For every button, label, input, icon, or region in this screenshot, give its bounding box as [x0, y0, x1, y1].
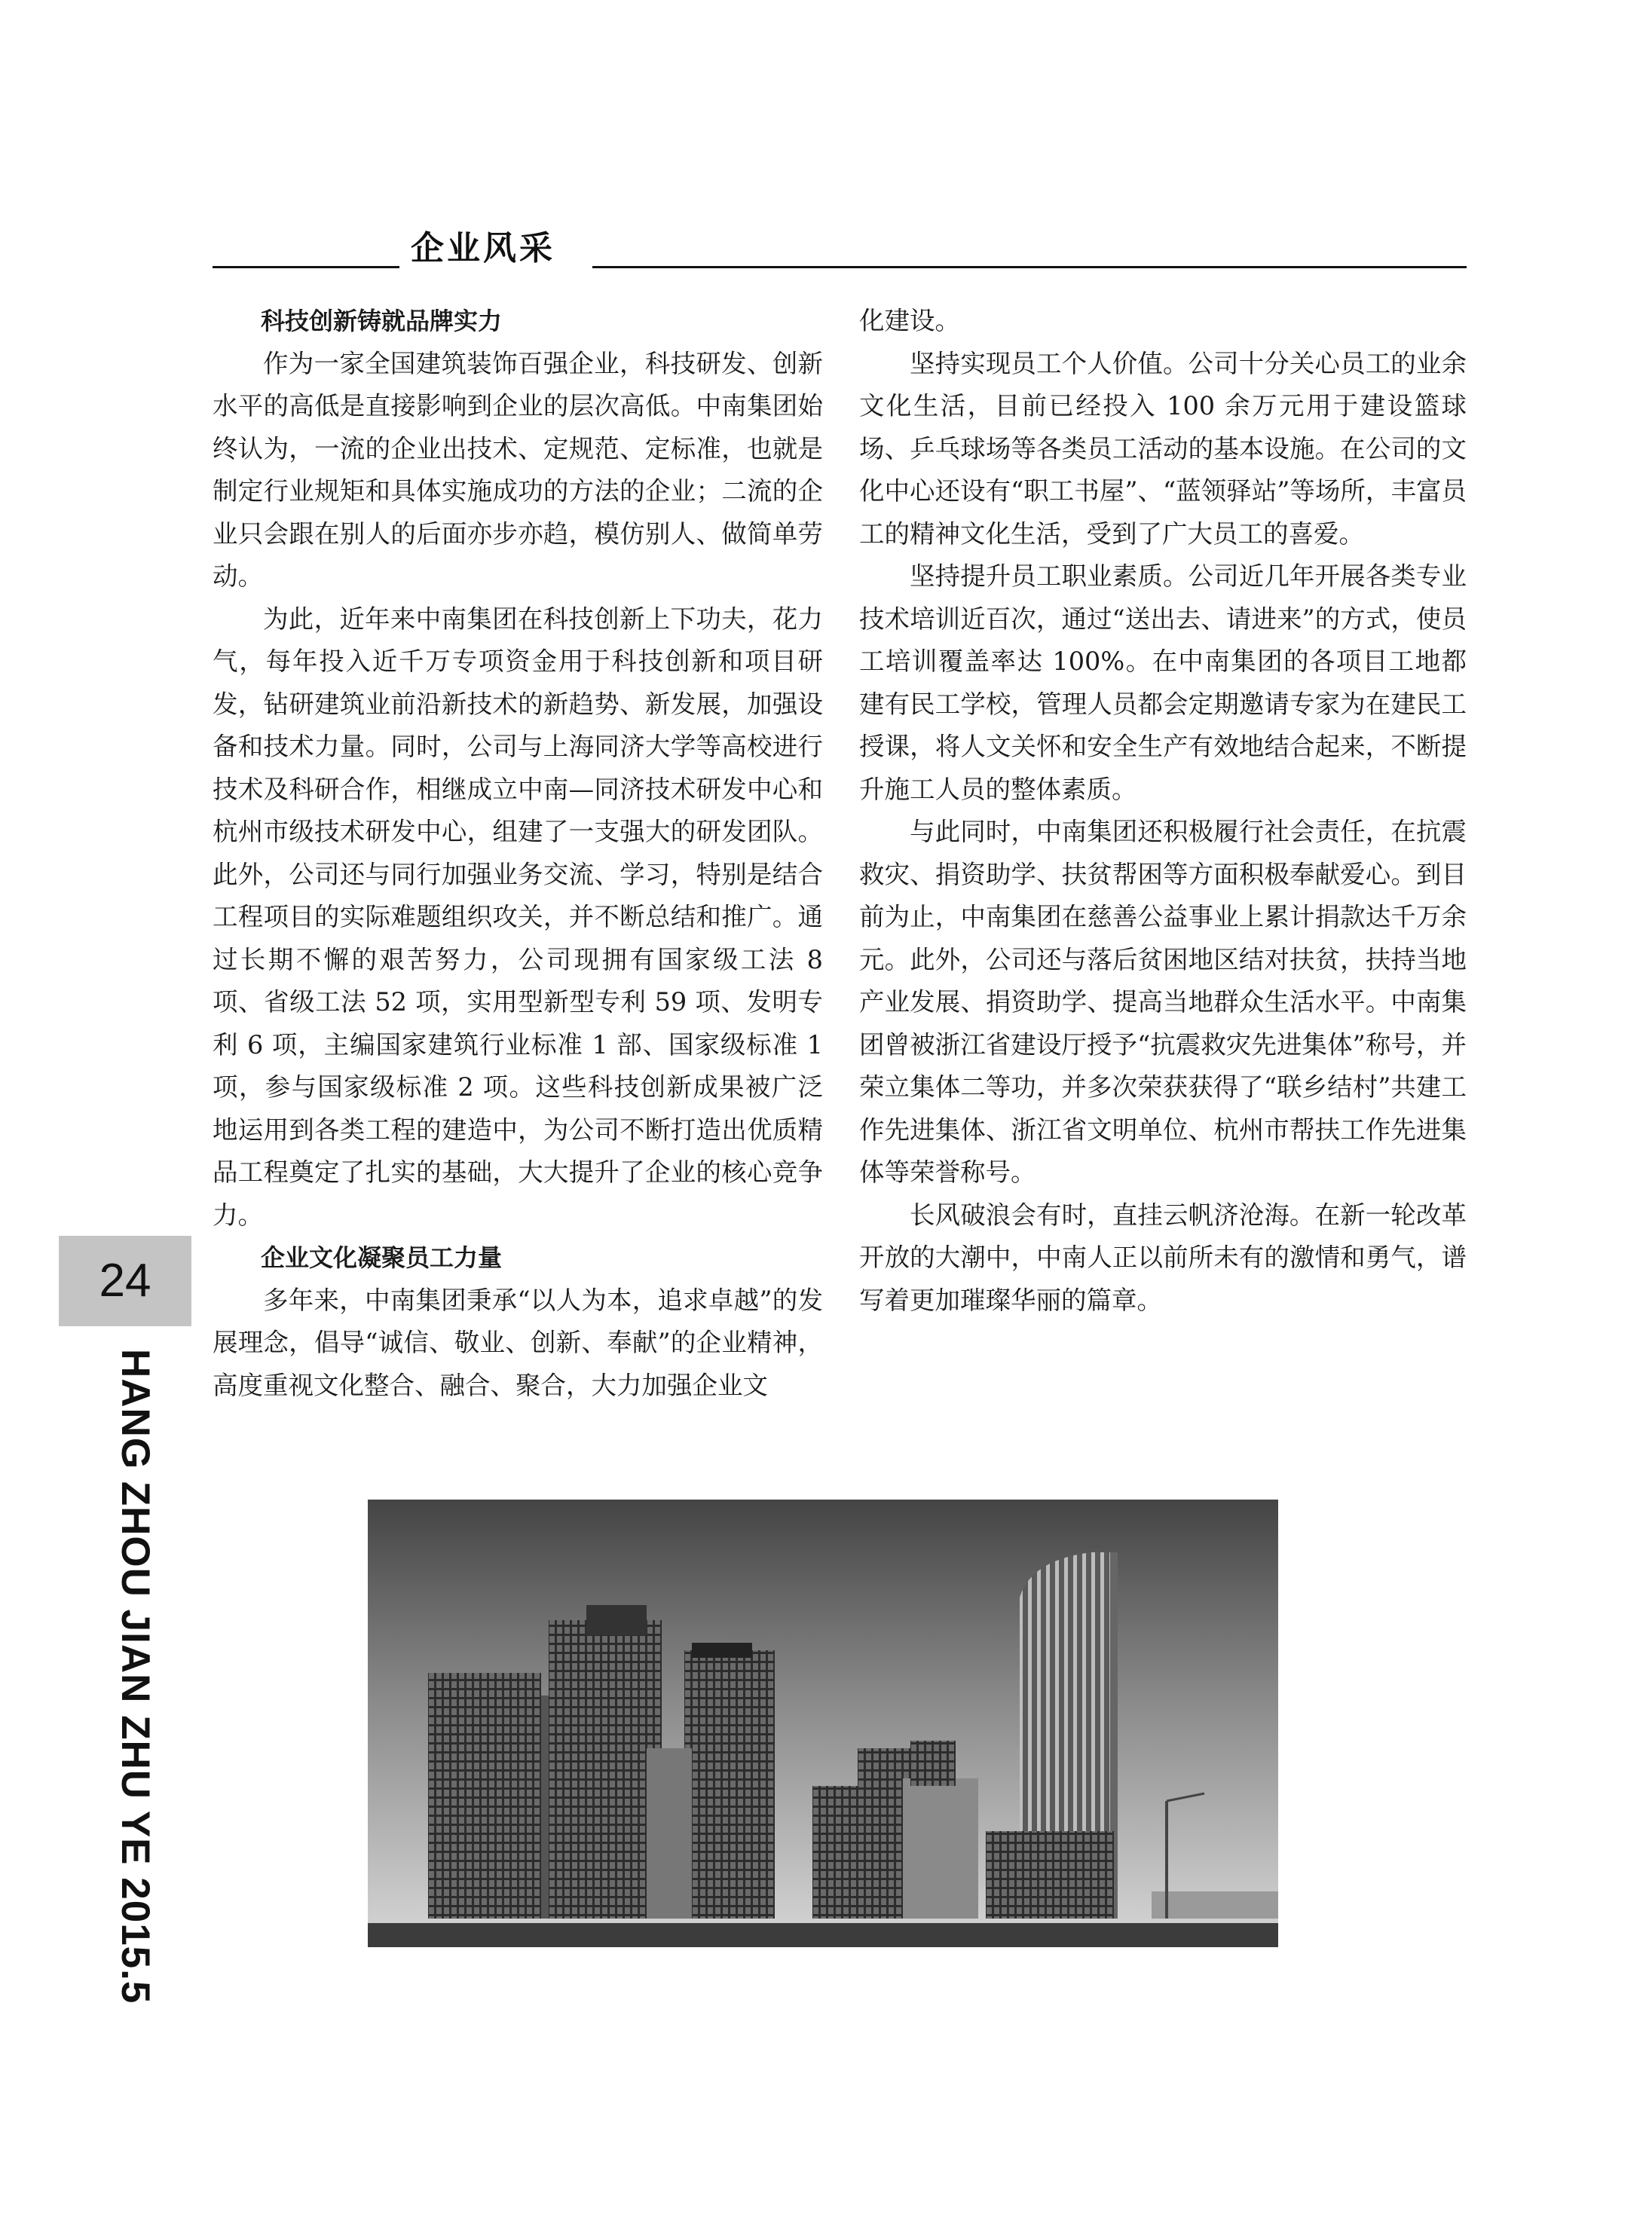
section-title: 企业风采: [411, 229, 555, 268]
magazine-issue-label: [96, 1349, 164, 2004]
page-number: 24: [59, 1236, 191, 1326]
paragraph: 多年来，中南集团秉承“以人为本，追求卓越”的发展理念，倡导“诚信、敬业、创新、奉献”的企业精神，高度重视文化整合、融合、聚合，大力加强企业文: [213, 1285, 823, 1400]
paragraph: 为此，近年来中南集团在科技创新上下功夫，花力气，每年投入近千万专项资金用于科技创新和项目研发，钻研建筑业前沿新技术的新趋势、新发展，加强设备和技术力量。同时，公司与上海同济大学等高校进行技术及科研合作，相继成立中南—同济技术研发中心和杭州市级技术研发中心，组建了一支强大的研发团队。此外，公司还与同行加强业务交流、学习，特别是结合工程项目的实际难题组织攻关，并不断总结和推广。通过长期不懈的艰苦努力，公司现拥有国家级工法 8 项、省级工法 52 项，实用型新型专利 59 项、发明专利 6 项，主编国家建筑行业标准 1 部、国家级标准 1 项，参与国家级标准 2 项。这些科技创新成果被广泛地运用到各类工程的建造中，为公司不断打造出优质精品工程奠定了扎实的基础，大大提升了企业的核心竞争力。: [213, 604, 823, 1230]
magazine-issue-text: HANG ZHOU JIAN ZHU YE 2015.5: [113, 1349, 158, 2004]
paragraph: 长风破浪会有时，直挂云帆济沧海。在新一轮改革开放的大潮中，中南人正以前所未有的激情和勇气，谱写着更加璀璨华丽的篇章。: [859, 1200, 1467, 1315]
paragraph: 坚持提升员工职业素质。公司近几年开展各类专业技术培训近百次，通过“送出去、请进来”的方式，使员工培训覆盖率达 100%。在中南集团的各项目工地都建有民工学校，管理人员都会定期邀请专家为在建民工授课，将人文关怀和安全生产有效地结合起来，不断提升施工人员的整体素质。: [859, 561, 1467, 804]
right-column: [859, 300, 1467, 1322]
heading-tech-innovation: 科技创新铸就品牌实力: [261, 307, 503, 335]
left-column: [213, 300, 823, 1407]
building-photo: [368, 1500, 1278, 1947]
header-rule-right: [592, 266, 1467, 268]
header-rule-left: [213, 266, 399, 268]
paragraph: 化建设。: [859, 306, 960, 335]
paragraph: 作为一家全国建筑装饰百强企业，科技研发、创新水平的高低是直接影响到企业的层次高低。中南集团始终认为，一流的企业出技术、定规范、定标准，也就是制定行业规矩和具体实施成功的方法的企业；二流的企业只会跟在别人的后面亦步亦趋，模仿别人、做简单劳动。: [213, 348, 823, 591]
paragraph: 坚持实现员工个人价值。公司十分关心员工的业余文化生活，目前已经投入 100 余万元用于建设篮球场、乒乓球场等各类员工活动的基本设施。在公司的文化中心还设有“职工书屋”、“蓝领驿站”等场所，丰富员工的精神文化生活，受到了广大员工的喜爱。: [859, 348, 1467, 549]
paragraph: 与此同时，中南集团还积极履行社会责任，在抗震救灾、捐资助学、扶贫帮困等方面积极奉献爱心。到目前为止，中南集团在慈善公益事业上累计捐款达千万余元。此外，公司还与落后贫困地区结对扶贫，扶持当地产业发展、捐资助学、提高当地群众生活水平。中南集团曾被浙江省建设厅授予“抗震救灾先进集体”称号，并荣立集体二等功，并多次荣获获得了“联乡结村”共建工作先进集体、浙江省文明单位、杭州市帮扶工作先进集体等荣誉称号。: [859, 817, 1467, 1187]
heading-corporate-culture: 企业文化凝聚员工力量: [261, 1243, 503, 1272]
